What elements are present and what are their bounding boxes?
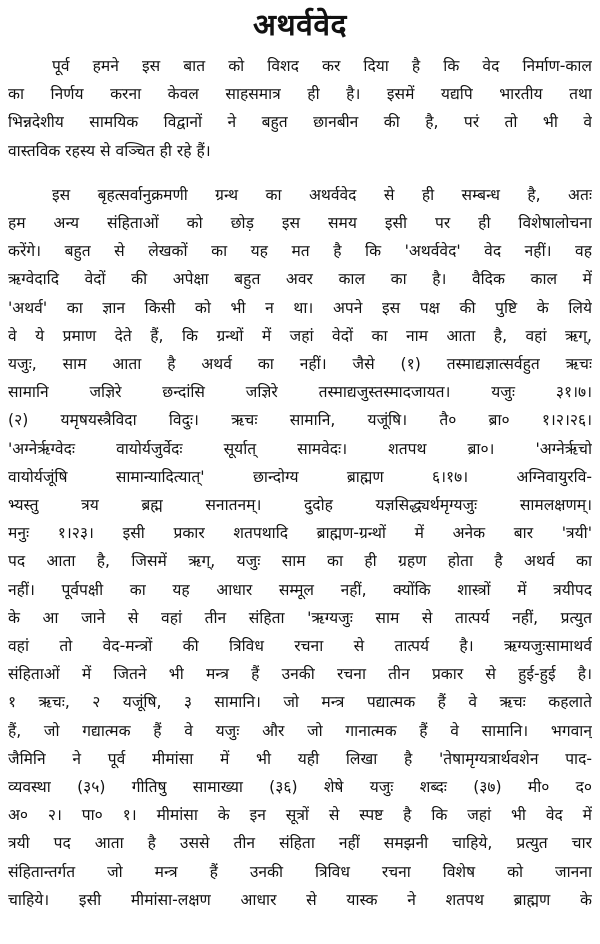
text-line: 'अग्नेर्ऋग्वेदः वायोर्यजुर्वेदः सूर्यात् सामवेदः। शतपथ ब्रा०। 'अग्नेर्ऋचो <box>8 439 592 458</box>
text-line: व्यवस्था (३५) गीतिषु सामाख्या (३६) शेषे यजुः शब्दः (३७) मी० द० <box>8 778 592 797</box>
text-line: वे ये प्रमाण देते हैं, कि ग्रन्थों में जहां वेदों का नाम आता है, वहां ऋग्, <box>8 326 592 345</box>
text-line: हम अन्य संहिताओं को छोड़ इस समय इसी पर ही विशेषालोचना <box>8 214 592 233</box>
text-line: करेंगे। बहुत से लेखकों का यह मत है कि 'अथर्ववेद' वेद नहीं। वह <box>8 242 592 261</box>
text-line: चाहिये। इसी मीमांसा-लक्षण आधार से यास्क ने शतपथ ब्राह्मण के <box>8 890 592 909</box>
text-line: संहिताओं में जितने भी मन्त्र हैं उनकी रचना तीन प्रकार से हुई-हुई है। <box>8 665 592 684</box>
text-line: का निर्णय करना केवल साहसमात्र ही है। इसमें यद्यपि भारतीय तथा <box>8 85 592 104</box>
text-line: वास्तविक रहस्य से वञ्चित ही रहे हैं। <box>8 141 211 160</box>
text-line: यजुः, साम आता है अथर्व का नहीं। जैसे (१) तस्माद्यज्ञात्सर्वहुत ऋचः <box>8 355 592 374</box>
text-line: इस बृहत्सर्वानुक्रमणी ग्रन्थ का अथर्ववेद से ही सम्बन्ध है, अतः <box>52 185 592 204</box>
text-line: त्रयी पद आता है उससे तीन संहिता नहीं समझनी चाहिये, प्रत्युत चार <box>8 834 592 853</box>
paragraph-1 <box>8 52 592 165</box>
text-line: भ्यस्तु त्रय ब्रह्म सनातनम्। दुदोह यज्ञसिद्ध्यर्थमृग्यजुः सामलक्षणम्। <box>8 496 592 515</box>
text-line: संहितान्तर्गत जो मन्त्र हैं उनकी त्रिविध रचना विशेष को जानना <box>8 862 592 881</box>
text-line: ऋग्वेदादि वेदों की अपेक्षा बहुत अवर काल का है। वैदिक काल में <box>8 270 592 289</box>
text-line: १ ऋचः, २ यजूंषि, ३ सामानि। जो मन्त्र पद्यात्मक हैं वे ऋचः कहलाते <box>8 693 592 712</box>
text-line: मनुः १।२३। इसी प्रकार शतपथादि ब्राह्मण-ग्रन्थों में अनेक बार 'त्रयी' <box>8 524 592 543</box>
text-line: (२) यमृषयस्त्रैविदा विदुः। ऋचः सामानि, यजूंषि। तै० ब्रा० १।२।२६। <box>8 411 592 430</box>
text-line: पद आता है, जिसमें ऋग्, यजुः साम का ही ग्रहण होता है अथर्व का <box>8 552 592 571</box>
text-line: जैमिनि ने पूर्व मीमांसा में भी यही लिखा है 'तेषामृग्यत्रार्थवशेन पाद- <box>8 749 592 768</box>
page-title: अथर्ववेद <box>253 8 347 43</box>
text-line: पूर्व हमने इस बात को विशद कर दिया है कि वेद निर्माण-काल <box>52 57 592 75</box>
text-line: सामानि जज्ञिरे छन्दांसि जज्ञिरे तस्माद्यजुस्तस्मादजायत। यजुः ३१।७। <box>8 383 592 402</box>
text-line: वायोर्यजूंषि सामान्यादित्यात्' छान्दोग्य ब्राह्मण ६।१७। अग्निवायुरवि- <box>8 467 592 486</box>
text-line: नहीं। पूर्वपक्षी का यह आधार सम्मूल नहीं, क्योंकि शास्त्रों में त्रयीपद <box>8 580 592 599</box>
text-line: के आ जाने से वहां तीन संहिता 'ऋग्यजुः साम से तात्पर्य नहीं, प्रत्युत <box>8 608 592 627</box>
text-line: हैं, जो गद्यात्मक हैं वे यजुः और जो गानात्मक हैं वे सामानि। भगवान् <box>8 721 592 740</box>
text-line: 'अथर्व' का ज्ञान किसी को भी न था। अपने इस पक्ष की पुष्टि के लिये <box>8 298 592 317</box>
text-line: अ० २। पा० १। मीमांसा के इन सूत्रों से स्पष्ट है कि जहां भी वेद में <box>8 806 592 825</box>
text-line: वहां तो वेद-मन्त्रों की त्रिविध रचना से तात्पर्य है। ऋग्यजुःसामाथर्व <box>8 637 592 656</box>
text-line: भिन्नदेशीय सामयिक विद्वानों ने बहुत छानबीन की है, परं तो भी वे <box>8 113 592 132</box>
paragraph-2 <box>8 181 592 914</box>
paragraph-gap <box>8 165 592 181</box>
